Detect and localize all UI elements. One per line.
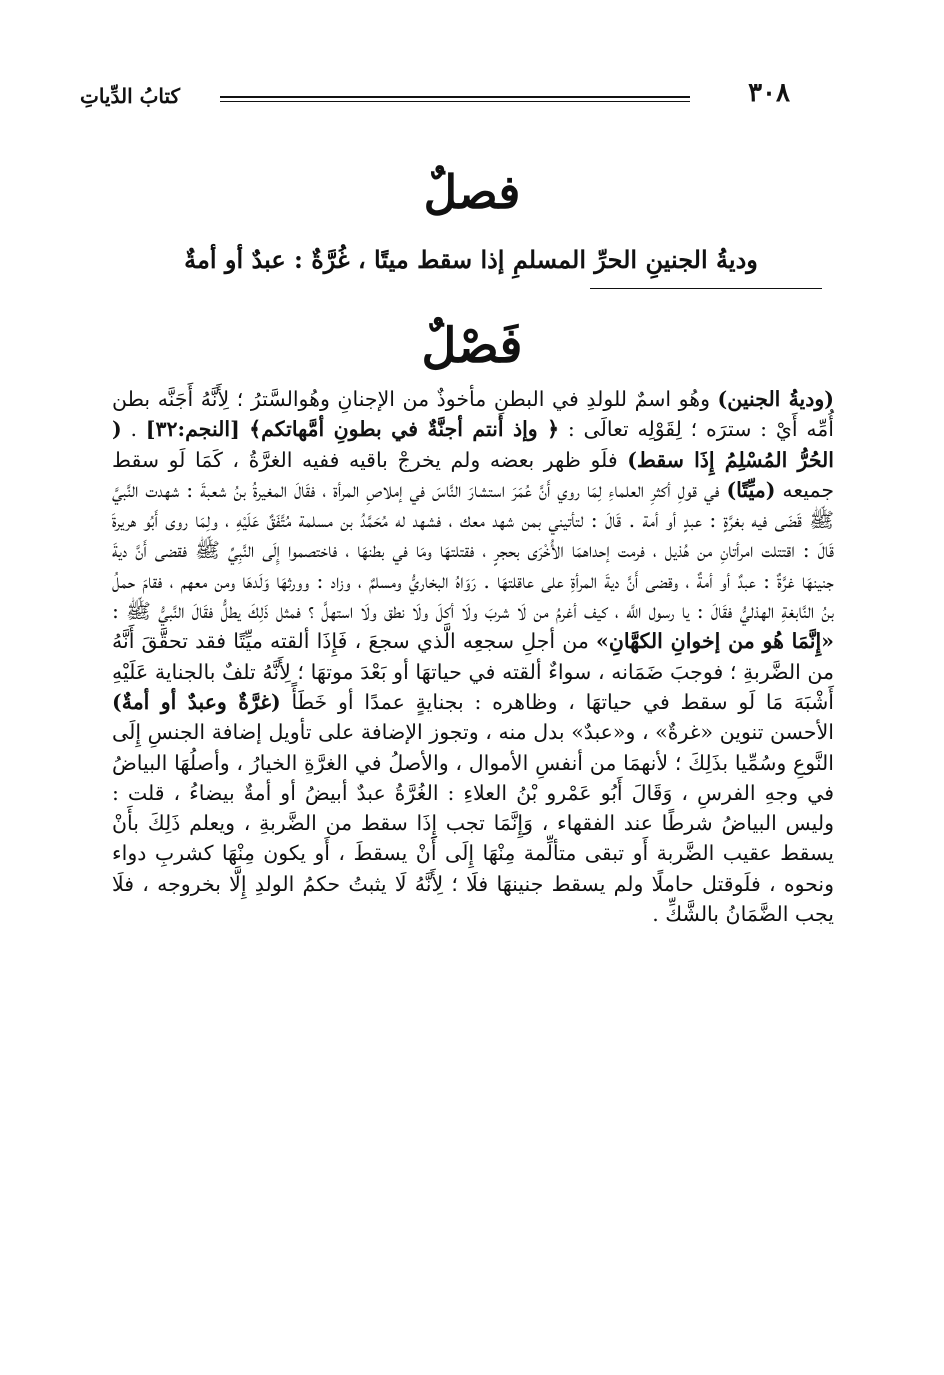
matn-quote: (ميِّتًا) [726,477,776,502]
header-rule-thin [220,101,690,102]
page-header [80,78,790,118]
commentary-text: في قولِ أكثرِ العلماءِ لِمَا روي أَنَّ عُمَرَ استشارَ النَّاسَ في إملاصِ المرأة ، فقَالَ المغيرةُ بنُ شعبةَ : شهدت النَّبيَّ ﷺ قَضَى فيه بغرَّةٍ : عبدٍ أو أمة . قَالَ : لتأتيني بمن شهد معك ، فشهد له مُحَمَّدُ بن مسلمة مُتَّفَقٌ عَلَيْهِ ، ولِمَا روى أَبُو هريرةَ قَالَ : اقتتلت امرأتانِ من هُذيل ، فرمت إحداهمَا الأُخْرَى بحجرٍ ، فقتلتهَا ومَا في بطنهَا ، فاختصموا إِلَى النَّبِيِّ ﷺ فقضى أَنَّ ديةَ جنينهَا غرَّةٌ : عبدٌ أو أمةٌ ، وقضى أَنَّ ديةَ المرأةِ على عاقلتهَا . رَوَاهُ البخاريُّ ومسلمٌ ، وزاد : وورثهَا وَلَدهَا ومن معهم ، فقامَ حملُ بنُ النَّابغةِ الهذليُّ فقَالَ : يا رسول اللَّه ، كيف أغرمُ من لَا شربَ ولَا أكلَ ولَا نطق ولَا استهلَّ ؟ فمثل ذَلِكَ يطلُّ فقَالَ النَّبيُّ ﷺ : [112,477,834,624]
separator-rule [590,288,822,289]
matn-quote: (وديةُ الجنين) [717,387,834,411]
commentary-text: الأحسن تنوين «غرةٌ» ، و«عبدٌ» بدل منه ، وتجوز الإضافة على تأويل إضافة الجنسِ إِلَى النَّوعِ وسُمِّيا بذَلِكَ ؛ لأنهمَا من أنفسِ الأموال ، والأصلُ في الغرَّةِ الخيارُ ، وأصلُهَا البياضُ في وجهِ الفرسِ ، وَقَالَ أَبُو عَمْرو بْنُ العلاءِ : الغُرَّةُ عبدٌ أبيضُ أو أمةٌ بيضاءُ ، قلت : وليس البياضُ شرطًا عند الفقهاء ، وَإِنَّمَا تجب إِذَا سقط من الضَّربةِ ، ويعلم ذَلِكَ بأَنْ يسقط عقيب الضَّربة أَو تبقى متألِّمة مِنْهَا إِلَى أَنْ يسقطَ ، أَو يكون مِنْهَا كشربِ دواء ونحوه ، فلَوقتل حاملًا ولم يسقط جنينهَا فلَا ؛ لِأَنَّهُ لَا يثبتُ حكمُ الولدِ إِلَّا بخروجه ، فلَا يجب الضَّمَانُ بالشَّكِّ . [112,720,834,927]
commentary-text: وهُو اسمٌ للولدِ في البطنِ مأخوذٌ من الإجنانِ وهُوالسَّترُ ؛ لِأَنَّهُ أَجَنَّه بطن أُمِّه أَيْ : سترَه ؛ لِقَوْلِه تعالَى : [112,387,834,442]
quran-verse: ﴿ وإذ أنتم أجنَّةٌ في بطونِ أمَّهاتكم﴾ [النجم:٣٢] [145,417,560,442]
section-heading: فصلٌ [423,165,521,219]
commentary-text: فلَو ظهر بعضه ولم يخرجْ باقيه ففيه الغرَّةُ ، كَمَا لَو سقط جميعه [112,447,834,502]
matn-quote: (غرَّةٌ وعبدٌ أو أمةٌ) [112,689,281,714]
matn-quote: ( الحُرُّ المُسْلِمُ إِذَا سقط) [112,417,834,472]
commentary-body [112,384,834,929]
page-number: ٣٠٨ [748,78,790,108]
commentary-paragraph [112,384,834,929]
running-title: كتابُ الدِّياتِ [80,84,181,108]
commentary-text: . [121,417,146,442]
header-rule [220,96,690,98]
commentary-text: من أجلِ سجعِه الَّذي سجعَ ، فَإِذَا ألقته ميِّتًا فقد تحقَّقَ أَنَّهُ من الضَّربةِ ؛ فوجبَ ضَمَانه ، سواءٌ ألقته في حياتهَا أو بَعْدَ موتهَا ؛ لِأَنَّهُ تلفٌ بالجناية عَلَيْهِ أَشْبَهَ مَا لَو سقط في حياتهَا ، وظاهره : بجنايةٍ عمدًا أو خَطَأً [112,629,834,714]
section-matn-text: وديةُ الجنينِ الحرِّ المسلمِ إذا سقط ميتًا ، غُرَّةٌ : عبدٌ أو أمةٌ [184,245,758,274]
hadith-quote: «إِنَّمَا هُو من إخوانِ الكهَّانِ» [596,629,834,654]
commentary-heading: فَصْلٌ [421,318,523,374]
